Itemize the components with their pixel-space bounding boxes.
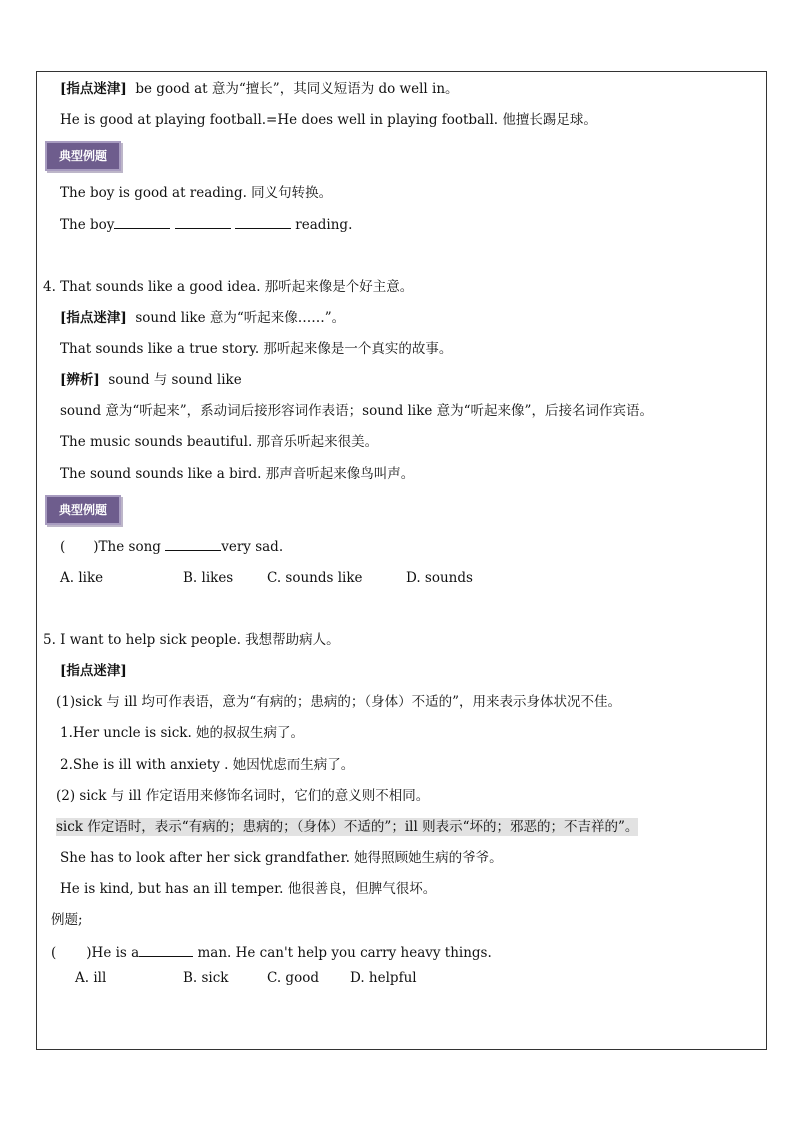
- analysis-example-2: The sound sounds like a bird. 那声音听起来像鸟叫声。: [60, 466, 415, 482]
- option-c[interactable]: C. good: [267, 970, 319, 986]
- point-2-example-2: He is kind, but has an ill temper. 他很善良，但脾气很坏。: [60, 881, 437, 897]
- example-tag: 典型例题: [45, 141, 121, 171]
- analysis-label: [辨析]: [60, 372, 100, 388]
- tip-example: That sounds like a true story. 那听起来像是一个真实的故事。: [60, 341, 453, 357]
- point-2-example-1: She has to look after her sick grandfather. 她得照顾她生病的爷爷。: [60, 850, 503, 866]
- exercise-suffix: reading.: [295, 217, 353, 233]
- answer-blank[interactable]: [114, 215, 170, 229]
- option-b[interactable]: B. sick: [183, 970, 229, 986]
- point-1-example-1: 1.Her uncle is sick. 她的叔叔生病了。: [60, 725, 305, 741]
- point-1: (1)sick 与 ill 均可作表语，意为“有病的；患病的；（身体）不适的”，用来表示身体状况不佳。: [56, 694, 621, 710]
- question-text: )The song: [93, 539, 161, 555]
- example-label: 例题;: [51, 912, 83, 928]
- question-song: [60, 537, 283, 556]
- option-c[interactable]: C. sounds like: [267, 570, 363, 586]
- question-text-suffix: man. He can't help you carry heavy things.: [197, 945, 492, 961]
- analysis-text: sound 与 sound like: [108, 372, 242, 388]
- section-4-heading: 4. That sounds like a good idea. 那听起来像是个好主意。: [43, 279, 414, 295]
- point-2-highlight: sick 作定语时，表示“有病的；患病的；（身体）不适的”；ill 则表示“坏的；邪恶的；不吉祥的”。: [56, 819, 639, 835]
- tip-label: [指点迷津]: [60, 81, 127, 97]
- answer-blank[interactable]: [175, 215, 231, 229]
- option-b[interactable]: B. likes: [183, 570, 234, 586]
- exercise-prefix: The boy: [60, 217, 115, 233]
- exercise-line-2: [60, 215, 352, 234]
- analysis-detail: sound 意为“听起来”，系动词后接形容词作表语；sound like 意为“听起来像”，后接名词作宾语。: [60, 403, 653, 419]
- question-suffix: very sad.: [221, 539, 284, 555]
- example-sentence: He is good at playing football.=He does well in playing football. 他擅长踢足球。: [60, 112, 597, 128]
- option-d[interactable]: D. sounds: [406, 570, 473, 586]
- tip-line-sound-like: [60, 309, 345, 327]
- point-1-example-2: 2.She is ill with anxiety . 她因忧虑而生病了。: [60, 757, 355, 773]
- question-ill: [51, 943, 492, 962]
- answer-blank[interactable]: [165, 537, 221, 551]
- options-row: [75, 969, 475, 987]
- question-paren-open: (: [60, 539, 66, 555]
- answer-blank[interactable]: [235, 215, 291, 229]
- option-d[interactable]: D. helpful: [350, 970, 417, 986]
- point-2: (2) sick 与 ill 作定语用来修饰名词时，它们的意义则不相同。: [56, 788, 430, 804]
- option-a[interactable]: A. ill: [75, 970, 107, 986]
- example-tag: 典型例题: [45, 495, 121, 525]
- tip-line-be-good-at: [60, 80, 459, 98]
- tip-label: [指点迷津]: [60, 310, 127, 326]
- tip-label: [指点迷津]: [60, 663, 127, 679]
- question-text-prefix: )He is a: [86, 945, 140, 961]
- option-a[interactable]: A. like: [60, 570, 104, 586]
- options-row: [60, 569, 520, 587]
- question-paren-open: (: [51, 945, 57, 961]
- exercise-line-1: The boy is good at reading. 同义句转换。: [60, 185, 333, 201]
- section-5-heading: 5. I want to help sick people. 我想帮助病人。: [43, 632, 340, 648]
- tip-text: be good at 意为“擅长”，其同义短语为 do well in。: [135, 81, 459, 97]
- analysis-example-1: The music sounds beautiful. 那音乐听起来很美。: [60, 434, 379, 450]
- tip-text: sound like 意为“听起来像……”。: [135, 310, 346, 326]
- answer-blank[interactable]: [139, 943, 193, 957]
- analysis-line: [60, 371, 242, 389]
